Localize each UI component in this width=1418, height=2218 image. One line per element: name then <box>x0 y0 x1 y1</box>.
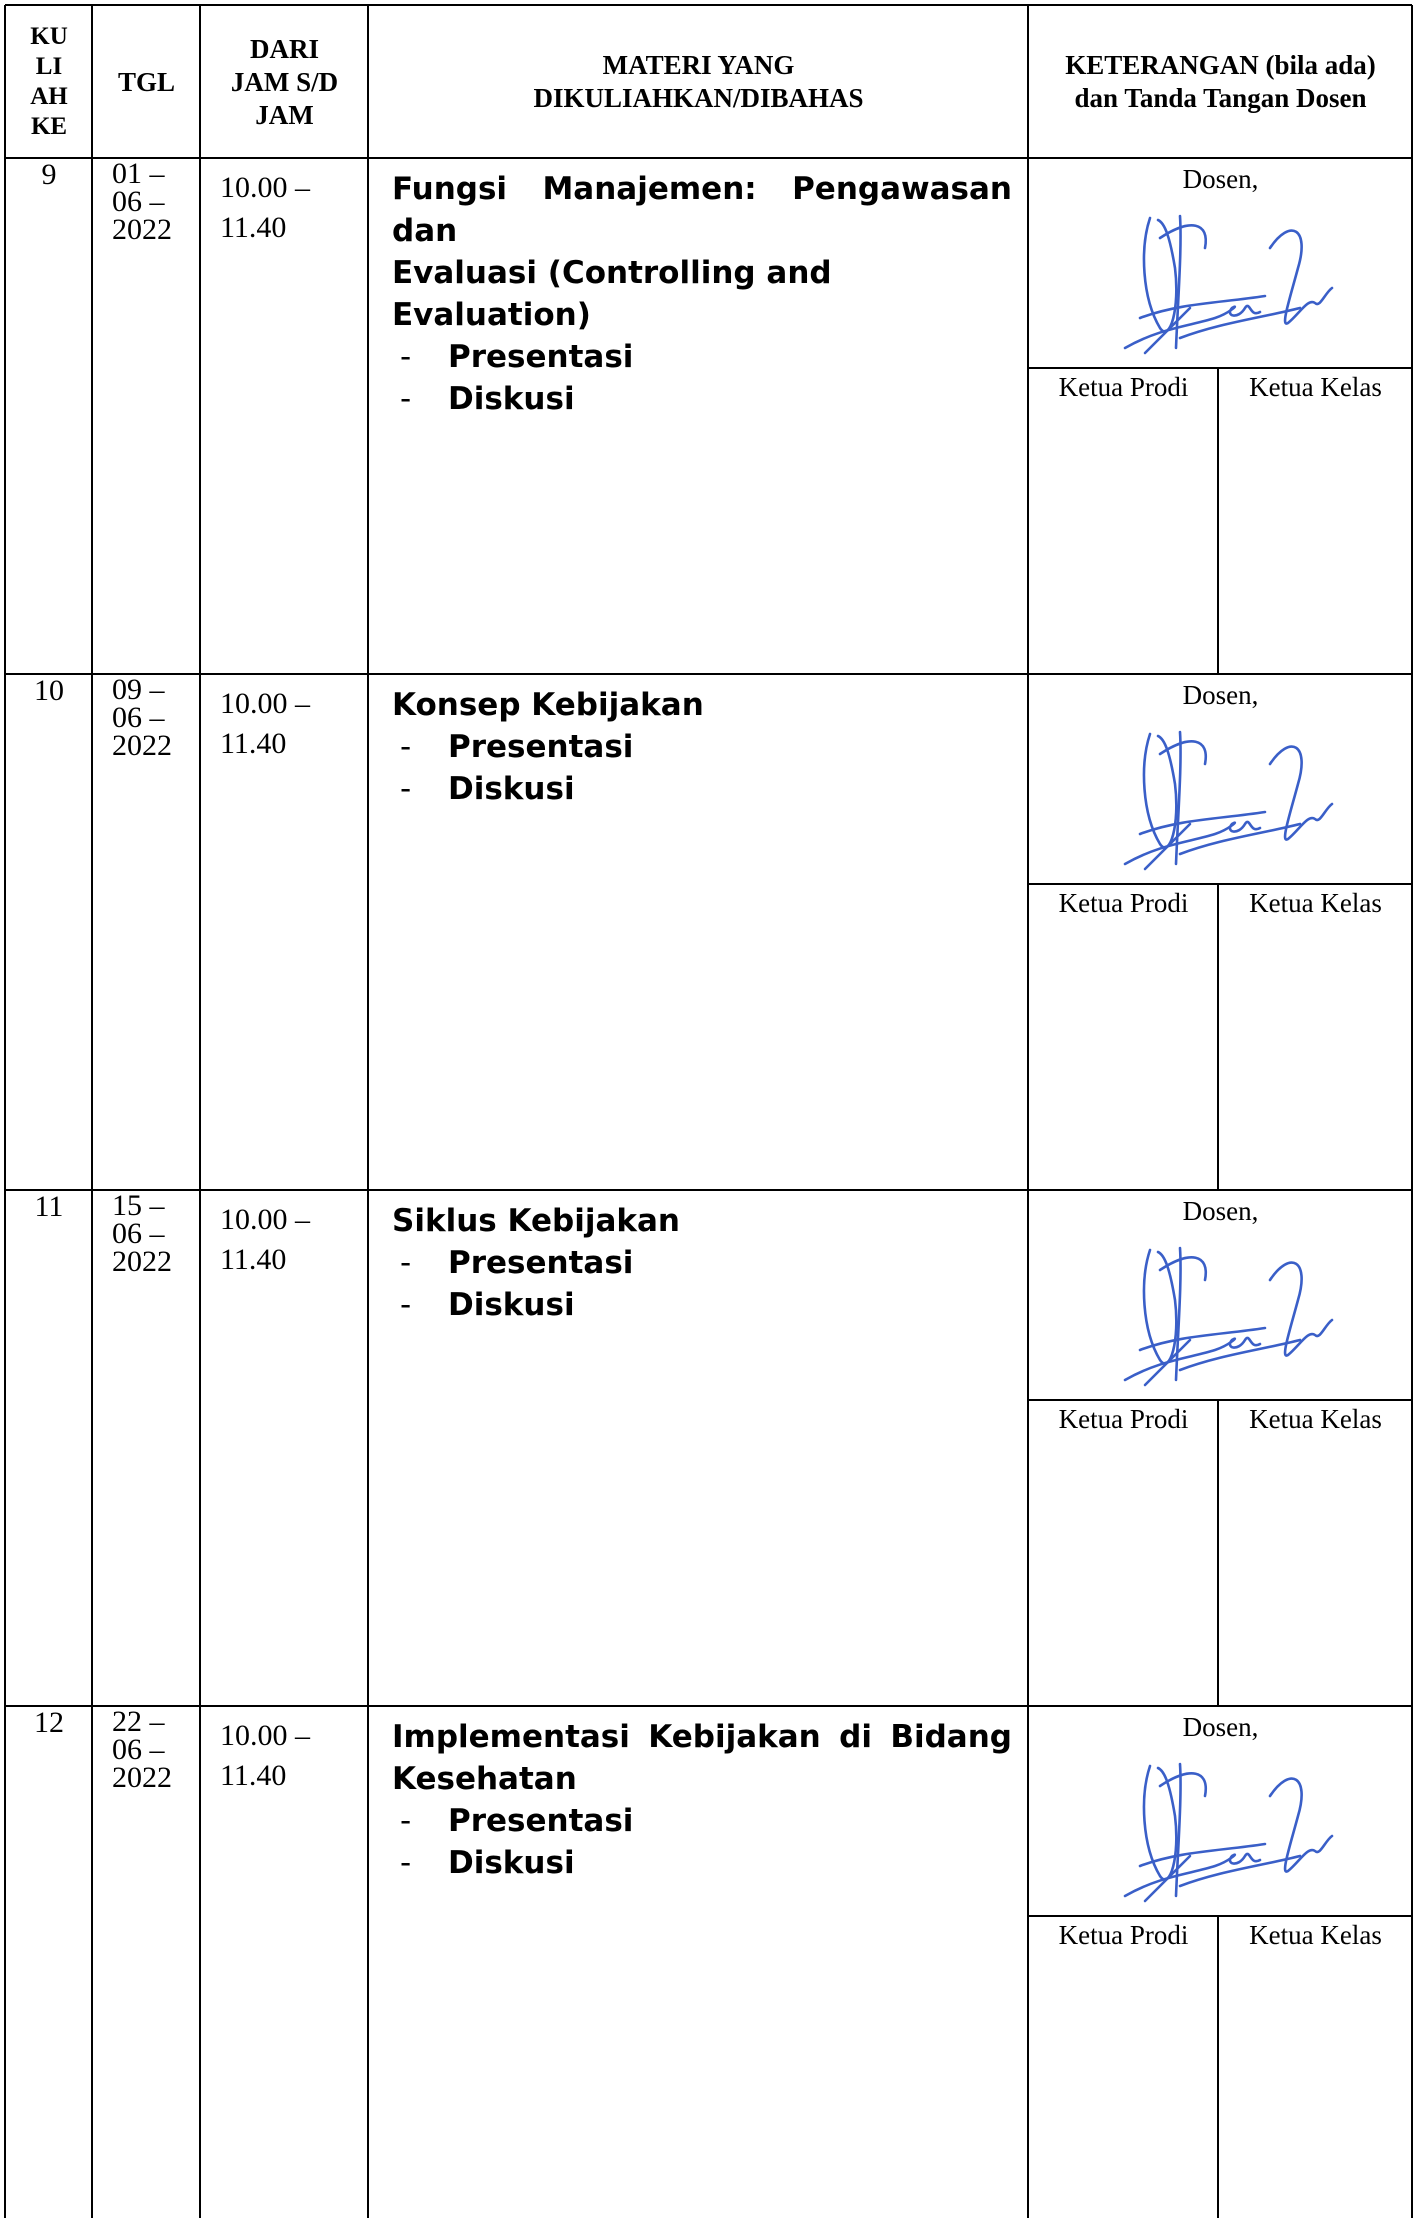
bullet-item <box>392 1800 1012 1842</box>
head-of-program-label: Ketua Prodi <box>1058 1404 1189 1434</box>
date-line: 09 – <box>112 673 165 706</box>
bullet-text: Diskusi <box>448 771 575 807</box>
time-line: 10.00 – <box>220 171 310 204</box>
bullet-dash: - <box>400 339 412 375</box>
topic-line: Siklus Kebijakan <box>392 1203 680 1239</box>
header-material-label: MATERI YANG DIKULIAHKAN/DIBAHAS <box>533 50 864 113</box>
header-remarks <box>1029 6 1412 158</box>
date-line: 06 – <box>112 701 165 734</box>
bullet-item <box>392 726 1012 768</box>
time-line: 11.40 <box>220 211 287 244</box>
bullet-item <box>392 1284 1012 1326</box>
header-date-label: TGL <box>117 66 176 97</box>
bullet-text: Presentasi <box>448 339 634 375</box>
session-number: 12 <box>34 1706 64 1739</box>
bullet-text: Diskusi <box>448 1287 575 1323</box>
class-head-label: Ketua Kelas <box>1249 888 1382 918</box>
time-line: 11.40 <box>220 1243 287 1276</box>
bullet-item <box>392 768 1012 810</box>
bullet-dash: - <box>400 729 412 765</box>
bullet-item <box>392 1242 1012 1284</box>
session-number: 10 <box>34 674 64 707</box>
date-line: 2022 <box>112 729 172 762</box>
bullet-item <box>392 1842 1012 1884</box>
lecturer-signature <box>1120 208 1340 358</box>
session-time <box>220 1200 366 1280</box>
header-material <box>369 6 1028 158</box>
time-line: 10.00 – <box>220 1203 310 1236</box>
bullet-dash: - <box>400 1803 412 1839</box>
session-time <box>220 684 366 764</box>
date-line: 2022 <box>112 213 172 246</box>
head-of-program-label: Ketua Prodi <box>1058 1920 1189 1950</box>
session-date <box>112 673 198 762</box>
session-date <box>112 1189 198 1278</box>
session-time <box>220 1716 366 1796</box>
session-number: 9 <box>41 158 57 191</box>
topic-line: Konsep Kebijakan <box>392 687 704 723</box>
date-line: 2022 <box>112 1761 172 1794</box>
header-remarks-label: KETERANGAN (bila ada) dan Tanda Tangan Dosen <box>1065 50 1376 113</box>
bullet-item <box>392 378 1012 420</box>
topic-line: Kesehatan <box>392 1761 577 1797</box>
header-time-label: DARI JAM S/D JAM <box>230 33 339 130</box>
class-head-label: Ketua Kelas <box>1249 372 1382 402</box>
bullet-dash: - <box>400 1287 412 1323</box>
lecturer-label: Dosen, <box>1182 1196 1259 1226</box>
session-date <box>112 157 198 246</box>
lecturer-signature <box>1120 1756 1340 1906</box>
session-date <box>112 1705 198 1794</box>
date-line: 2022 <box>112 1245 172 1278</box>
topic-line: Evaluasi (Controlling and Evaluation) <box>392 255 832 333</box>
lecturer-label: Dosen, <box>1182 164 1259 194</box>
bullet-text: Diskusi <box>448 1845 575 1881</box>
date-line: 15 – <box>112 1189 165 1222</box>
date-line: 06 – <box>112 1733 165 1766</box>
class-head-label: Ketua Kelas <box>1249 1404 1382 1434</box>
lecturer-label: Dosen, <box>1182 1712 1259 1742</box>
bullet-text: Presentasi <box>448 1803 634 1839</box>
date-line: 01 – <box>112 157 165 190</box>
bullet-dash: - <box>400 771 412 807</box>
header-session <box>6 6 92 158</box>
topic-line: Implementasi Kebijakan di Bidang <box>392 1719 1012 1755</box>
time-line: 10.00 – <box>220 1719 310 1752</box>
header-date <box>93 6 200 158</box>
date-line: 06 – <box>112 185 165 218</box>
session-number: 11 <box>34 1190 64 1223</box>
lecturer-signature <box>1120 724 1340 874</box>
class-head-label: Ketua Kelas <box>1249 1920 1382 1950</box>
bullet-dash: - <box>400 381 412 417</box>
header-session-label: KU LI AH KE <box>30 23 68 140</box>
date-line: 06 – <box>112 1217 165 1250</box>
header-time <box>201 6 368 158</box>
date-line: 22 – <box>112 1705 165 1738</box>
session-time <box>220 168 366 248</box>
session-material <box>392 1716 1012 1884</box>
time-line: 11.40 <box>220 727 287 760</box>
session-material <box>392 168 1012 420</box>
bullet-text: Diskusi <box>448 381 575 417</box>
bullet-text: Presentasi <box>448 1245 634 1281</box>
bullet-dash: - <box>400 1245 412 1281</box>
session-material <box>392 1200 1012 1326</box>
bullet-text: Presentasi <box>448 729 634 765</box>
time-line: 10.00 – <box>220 687 310 720</box>
bullet-item <box>392 336 1012 378</box>
time-line: 11.40 <box>220 1759 287 1792</box>
topic-line: Fungsi Manajemen: Pengawasan dan <box>392 171 1012 249</box>
lecturer-signature <box>1120 1240 1340 1390</box>
head-of-program-label: Ketua Prodi <box>1058 888 1189 918</box>
bullet-dash: - <box>400 1845 412 1881</box>
session-material <box>392 684 1012 810</box>
head-of-program-label: Ketua Prodi <box>1058 372 1189 402</box>
lecturer-label: Dosen, <box>1182 680 1259 710</box>
